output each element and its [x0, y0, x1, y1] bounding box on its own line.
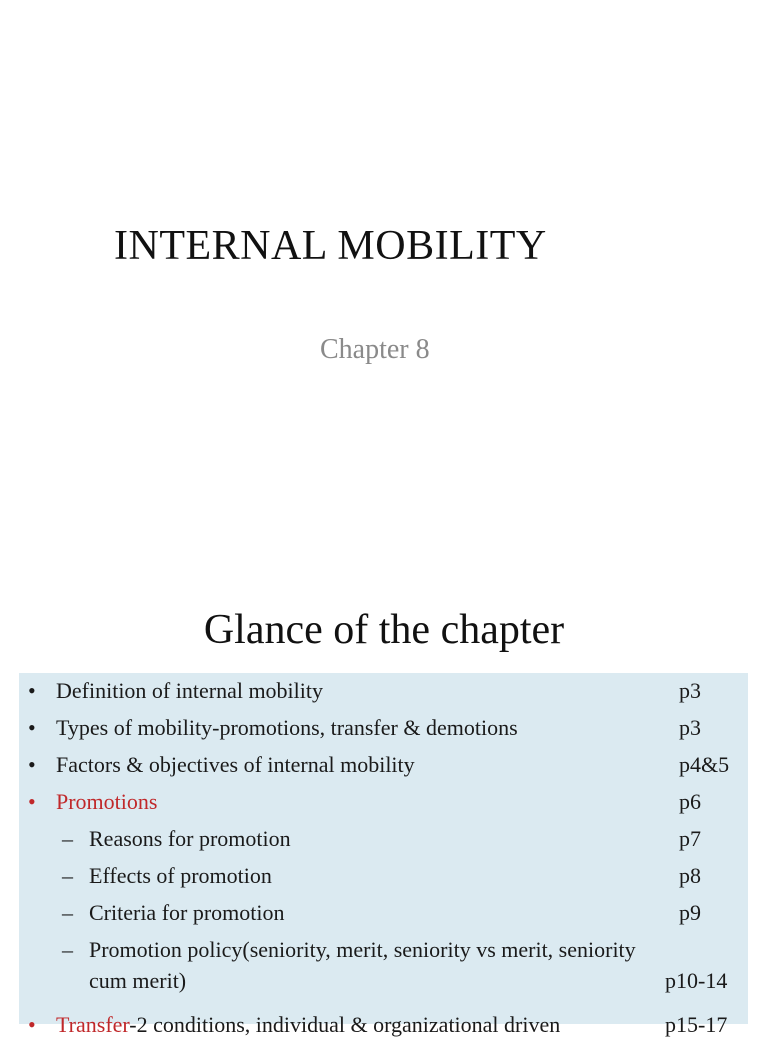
- page-ref: p15-17: [665, 1012, 728, 1037]
- list-item: [19, 821, 748, 857]
- dash-icon: –: [62, 826, 73, 851]
- item-text: [56, 1007, 560, 1043]
- bullet-icon: •: [28, 789, 36, 814]
- item-text: cum merit): [89, 968, 187, 993]
- item-text: Definition of internal mobility: [56, 678, 324, 703]
- contents-slide: [0, 576, 768, 1037]
- item-text-highlight: Transfer: [56, 1012, 130, 1037]
- list-item: [19, 747, 748, 783]
- list-item: [19, 895, 748, 931]
- contents-heading: Glance of the chapter: [203, 607, 565, 653]
- slide-title: INTERNAL MOBILITY: [114, 223, 547, 269]
- bullet-icon: •: [28, 1012, 36, 1037]
- list-item: [19, 673, 748, 709]
- page-ref: p4&5: [679, 752, 730, 777]
- item-text: Types of mobility-promotions, transfer & demotions: [56, 715, 518, 740]
- page-ref: p10-14: [665, 968, 728, 993]
- item-text: Promotions: [56, 789, 158, 814]
- list-item: [19, 858, 748, 894]
- contents-box: [19, 673, 748, 1037]
- list-item: [19, 784, 748, 820]
- page-ref: p9: [679, 900, 701, 925]
- item-text: Effects of promotion: [89, 863, 272, 888]
- page-ref: p3: [679, 678, 701, 703]
- item-text-rest: -2 conditions, individual & organizational driven: [129, 1012, 561, 1037]
- bullet-icon: •: [28, 752, 36, 777]
- bullet-icon: •: [28, 678, 36, 703]
- list-item-continuation: [19, 963, 748, 999]
- slide-subtitle: Chapter 8: [320, 334, 430, 365]
- page-ref: p7: [679, 826, 701, 851]
- page-ref: p8: [679, 863, 701, 888]
- dash-icon: –: [62, 863, 73, 888]
- page-ref: p3: [679, 715, 701, 740]
- item-text: Criteria for promotion: [89, 900, 285, 925]
- bullet-icon: •: [28, 715, 36, 740]
- dash-icon: –: [62, 937, 73, 962]
- list-item: [19, 1007, 748, 1043]
- item-text: Factors & objectives of internal mobility: [56, 752, 415, 777]
- dash-icon: –: [62, 900, 73, 925]
- list-item: [19, 710, 748, 746]
- item-text: Reasons for promotion: [89, 826, 291, 851]
- item-text: Promotion policy(seniority, merit, seniority vs merit, seniority: [89, 937, 636, 962]
- page-ref: p6: [679, 789, 701, 814]
